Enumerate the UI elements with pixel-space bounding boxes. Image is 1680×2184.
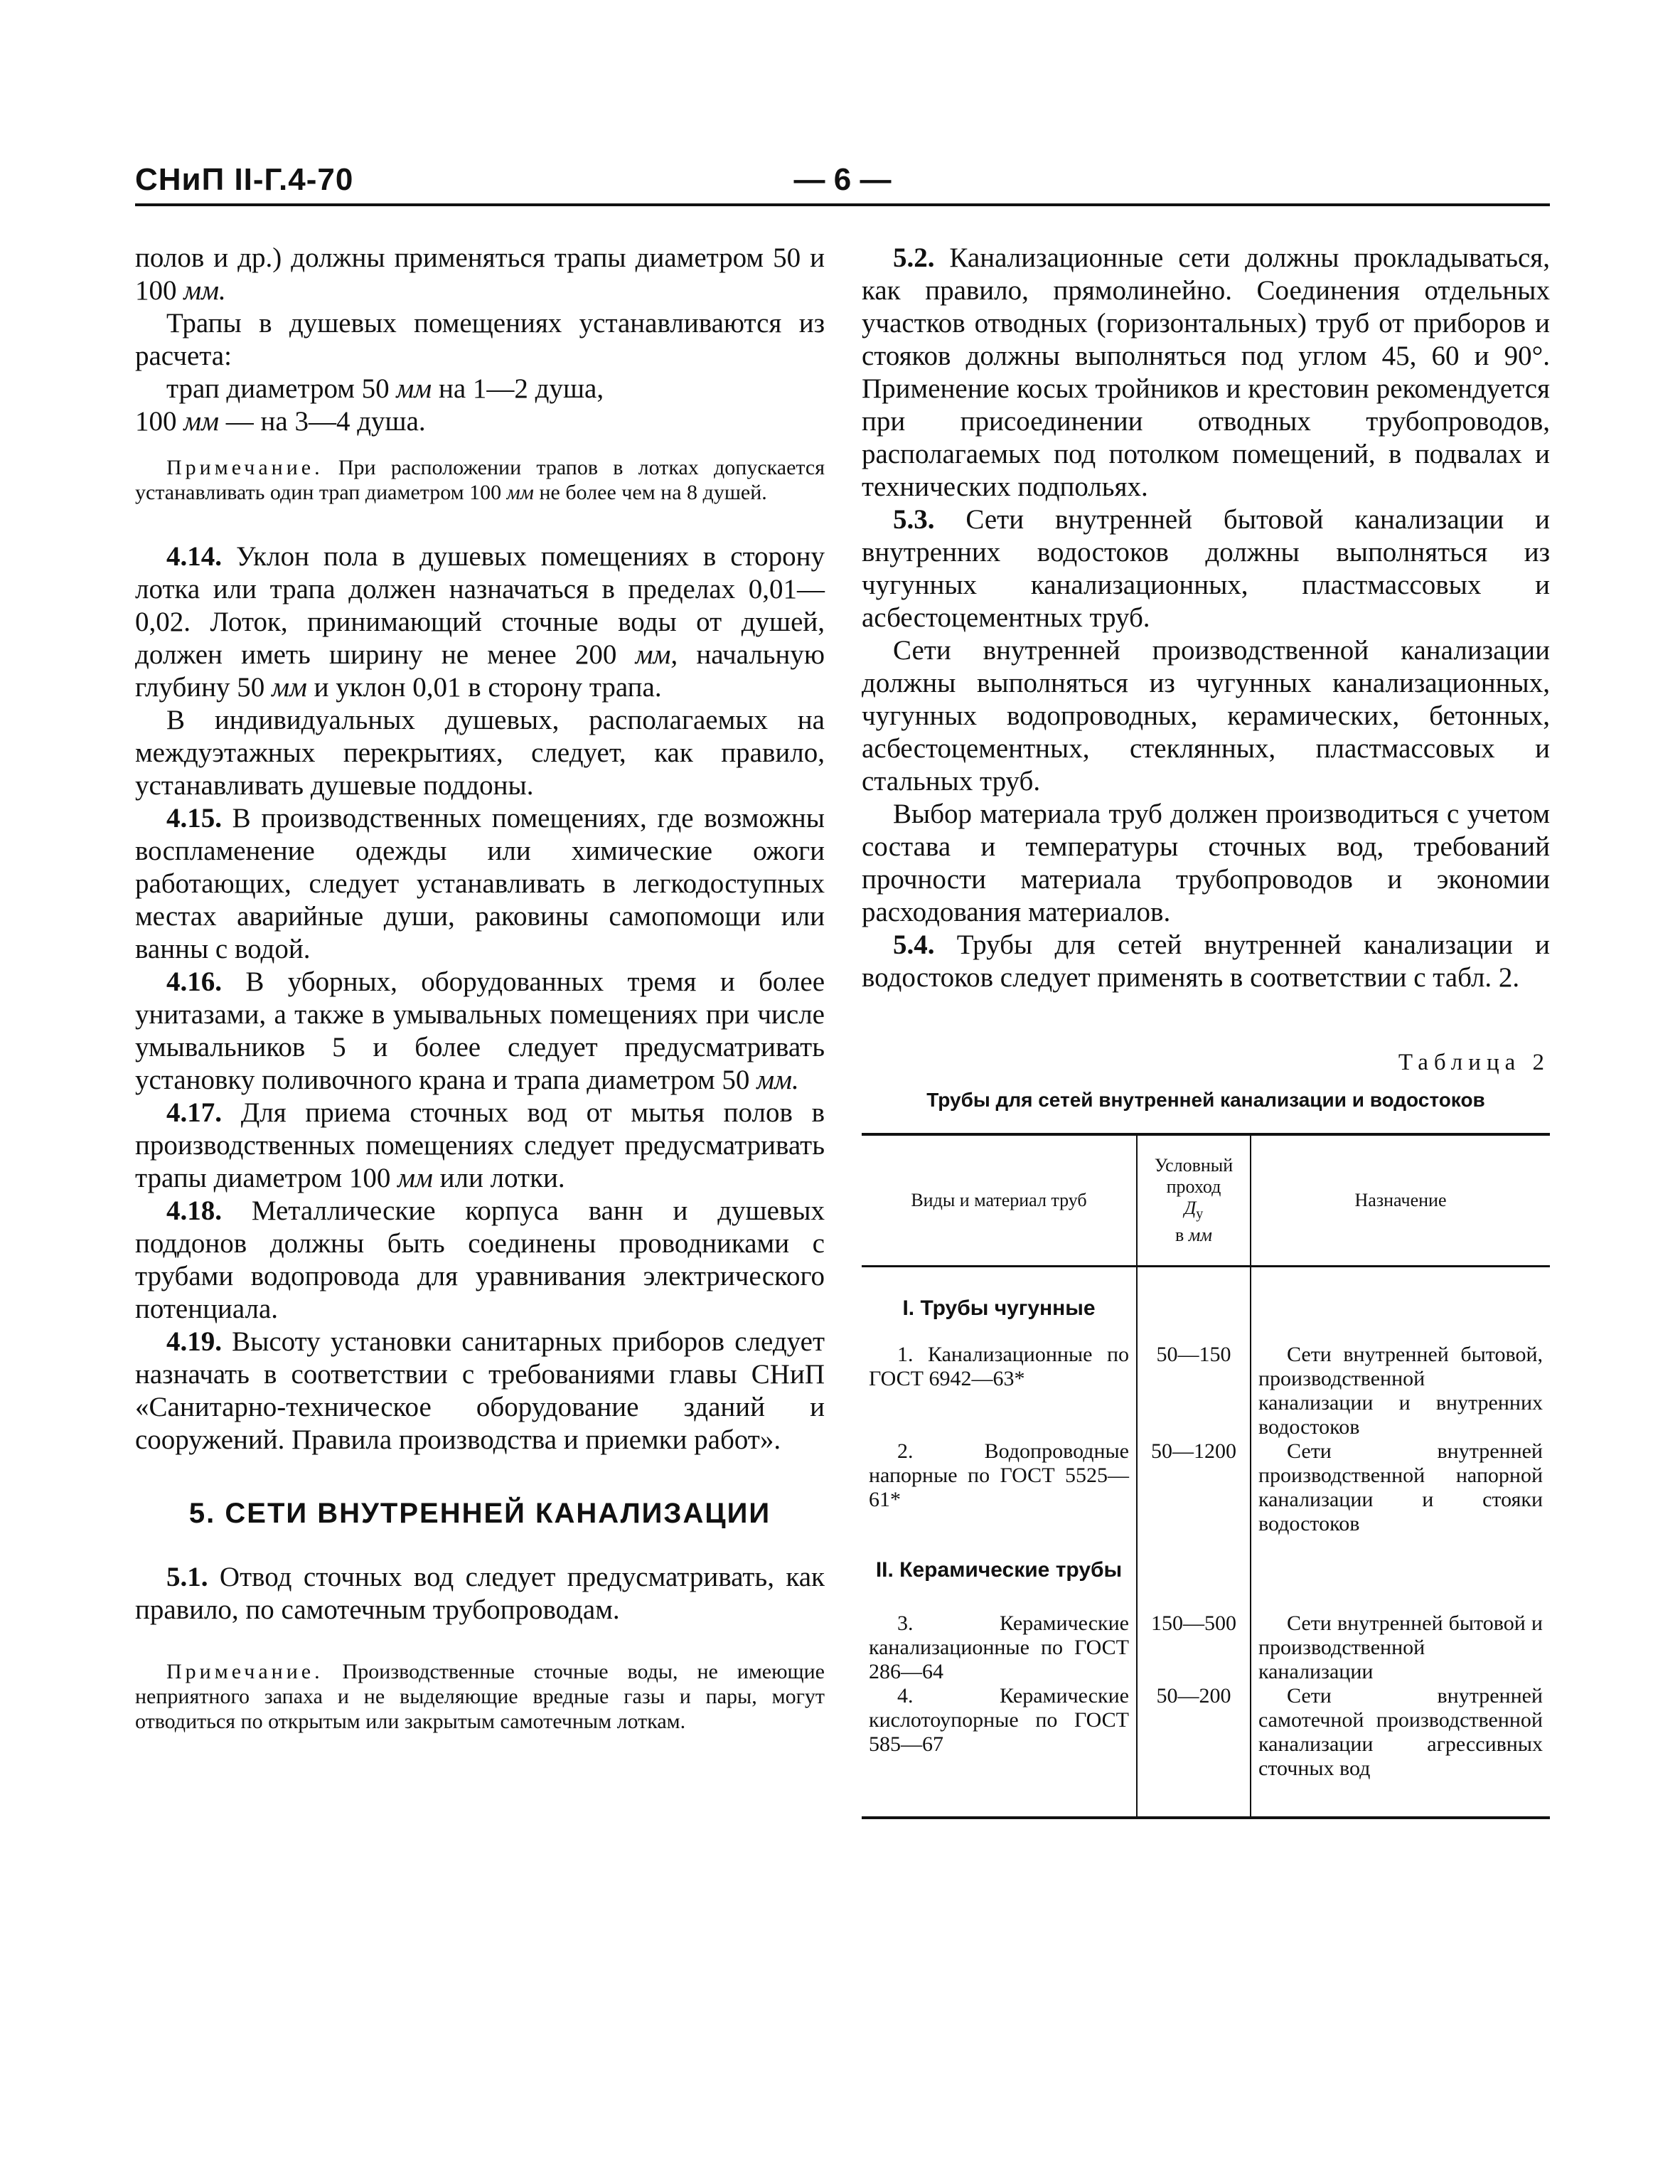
clause-4-19: 4.19. Высоту установки санитарных приборов следует назначать в соответствии с требованиями главы СНиП «Санитарно-техническое оборудование зданий и сооружений. Правила производства и приемки работ». <box>135 1326 825 1455</box>
right-column <box>862 242 1550 1819</box>
paragraph: Трапы в душевых помещениях устанавливаются из расчета: <box>135 308 825 371</box>
clause-5-1: 5.1. Отвод сточных вод следует предусматривать, как правило, по самотечным трубопроводам. <box>135 1562 825 1625</box>
nominal-diameter: 50—150 <box>1137 1343 1251 1439</box>
document-code: СНиП II-Г.4-70 <box>135 162 354 197</box>
section-heading: 5. СЕТИ ВНУТРЕННЕЙ КАНАЛИЗАЦИИ <box>188 1498 771 1529</box>
clause-4-16: 4.16. В уборных, оборудованных тремя и более унитазами, а также в умывальных помещениях при числе умывальников 5 и более следует предусматривать установку поливочного крана и трапа диаметром 50 мм. <box>135 966 825 1095</box>
paragraph: полов и др.) должны применяться трапы диаметром 50 и 100 мм. <box>135 243 825 306</box>
table-row <box>862 1612 1550 1684</box>
nominal-diameter: 50—1200 <box>1137 1439 1251 1536</box>
pipe-type: 2. Водопроводные напорные по ГОСТ 5525—61* <box>862 1439 1137 1536</box>
pipe-type: 3. Керамические канализационные по ГОСТ 286—64 <box>862 1612 1137 1684</box>
group-label: II. Керамические трубы <box>875 1558 1123 1582</box>
table-group-row <box>862 1296 1550 1321</box>
paragraph: В индивидуальных душевых, располагаемых на междуэтажных перекрытиях, следует, как правило, устанавливать душевые поддоны. <box>135 705 825 801</box>
left-column <box>135 242 825 1734</box>
note: Примечание. При расположении трапов в лотках допускается устанавливать один трап диаметром 100 мм не более чем на 8 душей. <box>135 456 825 504</box>
header-rule <box>135 203 1550 206</box>
clause-5-2: 5.2. Канализационные сети должны прокладываться, как правило, прямолинейно. Соединения отдельных участков отводных (горизонтальных) труб от приборов и стояков должны выполняться под углом 45, 60 и 90°. Применение косых тройников и крестовин рекомендуется при присоединении отводных трубопроводов, располагаемых под потолком помещений, в подвалах и технических подпольях. <box>862 243 1550 502</box>
table-row <box>862 1343 1550 1439</box>
table-row <box>862 1684 1550 1781</box>
paragraph: Сети внутренней производственной канализации должны выполняться из чугунных канализационных, чугунных водопроводных, керамических, бетонных, асбестоцементных, стеклянных, пластмассовых и стальных труб. <box>862 635 1550 797</box>
group-label: I. Трубы чугунные <box>902 1296 1096 1320</box>
pipe-purpose: Сети внутренней бытовой, производственной канализации и внутренних водостоков <box>1258 1343 1543 1439</box>
paragraph: трап диаметром 50 мм на 1—2 душа, <box>166 373 604 404</box>
pipe-purpose: Сети внутренней производственной напорной канализации и стояки водостоков <box>1258 1439 1543 1535</box>
table-row <box>862 1439 1550 1536</box>
clause-4-18: 4.18. Металлические корпуса ванн и душевых поддонов должны быть соединены проводниками с трубами водопровода для уравнивания электрического потенциала. <box>135 1195 825 1324</box>
clause-4-14: 4.14. Уклон пола в душевых помещениях в сторону лотка или трапа должен назначаться в пределах 0,01—0,02. Лоток, принимающий сточные воды от душей, должен иметь ширину не менее 200 мм, начальную глубину 50 мм и уклон 0,01 в сторону трапа. <box>135 541 825 703</box>
table-header-row <box>862 1134 1550 1267</box>
column-header: Виды и материал труб <box>862 1134 1137 1267</box>
nominal-diameter: 50—200 <box>1137 1684 1251 1781</box>
column-header: Условный проход $Д_у$ в мм <box>1137 1134 1251 1267</box>
page-header <box>135 162 1550 206</box>
table-title: Трубы для сетей внутренней канализации и водостоков <box>926 1089 1485 1111</box>
column-header: Назначение <box>1251 1134 1550 1267</box>
clause-4-15: 4.15. В производственных помещениях, где возможны воспламенение одежды или химические ожоги работающих, следует устанавливать в легкодоступных местах аварийные души, раковины самопомощи или ванны с водой. <box>135 803 825 964</box>
paragraph: Выбор материала труб должен производиться с учетом состава и температуры сточных вод, требований прочности материала трубопроводов и экономии расходования материалов. <box>862 799 1550 927</box>
paragraph: 100 мм — на 3—4 душа. <box>135 406 426 437</box>
table-caption: Таблица 2 <box>1398 1050 1550 1075</box>
pipe-type: 4. Керамические кислотоупорные по ГОСТ 585—67 <box>862 1684 1137 1781</box>
pipes-table <box>862 1133 1550 1819</box>
pipe-type: 1. Канализационные по ГОСТ 6942—63* <box>862 1343 1137 1439</box>
pipe-purpose: Сети внутренней самотечной производственной канализации агрессивных сточных вод <box>1258 1684 1543 1780</box>
pipe-purpose: Сети внутренней бытовой и производственной канализации <box>1258 1612 1543 1683</box>
nominal-diameter: 150—500 <box>1137 1612 1251 1684</box>
clause-5-4: 5.4. Трубы для сетей внутренней канализации и водостоков следует применять в соответствии с табл. 2. <box>862 929 1550 993</box>
clause-5-3: 5.3. Сети внутренней бытовой канализации и внутренних водостоков должны выполняться из чугунных канализационных, пластмассовых и асбестоцементных труб. <box>862 504 1550 633</box>
note: Примечание. Производственные сточные воды, не имеющие неприятного запаха и не выделяющие вредные газы и пары, могут отводиться по открытым или закрытым самотечным лоткам. <box>135 1660 825 1733</box>
page-number: — 6 — <box>793 162 892 197</box>
table-group-row <box>862 1557 1550 1583</box>
clause-4-17: 4.17. Для приема сточных вод от мытья полов в производственных помещениях следует предусматривать трапы диаметром 100 мм или лотки. <box>135 1097 825 1193</box>
